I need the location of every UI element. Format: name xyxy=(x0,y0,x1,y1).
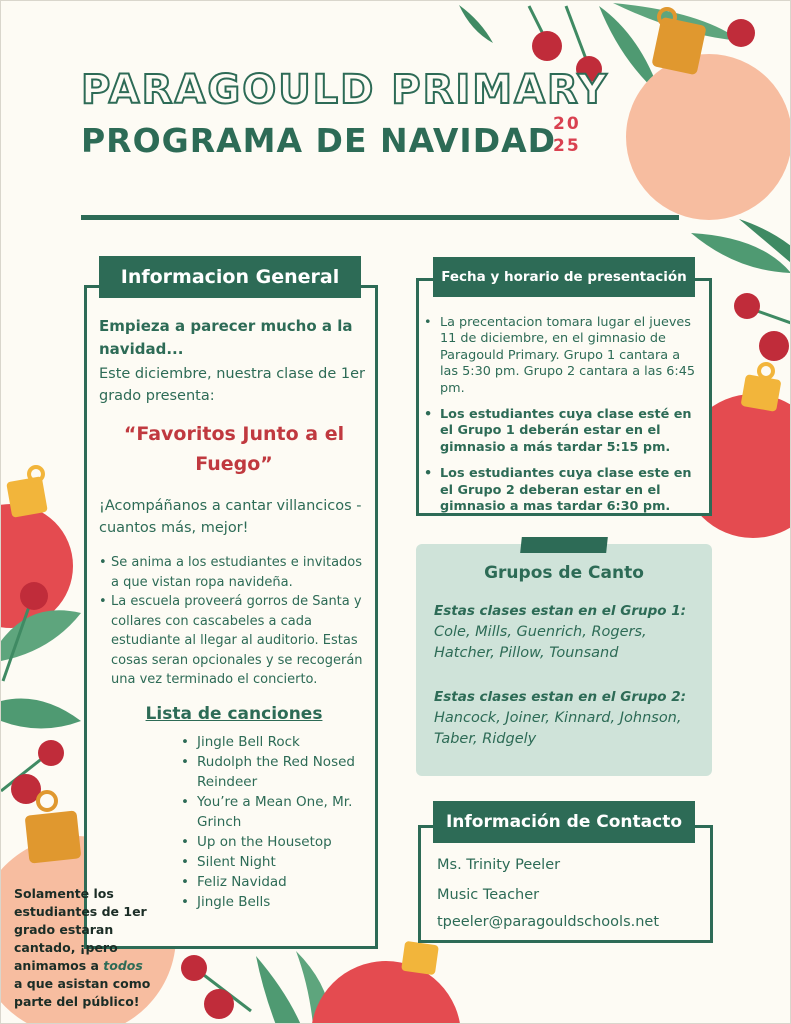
note-text-end: a que asistan como parte del público! xyxy=(14,976,151,1009)
groups-heading: Grupos de Canto xyxy=(484,563,644,583)
ornament-cap-icon xyxy=(740,374,781,412)
group-1-members: Cole, Mills, Guenrich, Rogers, Hatcher, Pillow, Tounsand xyxy=(434,624,647,661)
schedule-list xyxy=(424,315,702,515)
leaf-icon xyxy=(459,5,493,43)
berry-icon xyxy=(727,19,755,47)
song-item: • Jingle Bell Rock xyxy=(181,732,369,752)
ornament-loop-icon xyxy=(759,364,773,378)
join-text: ¡Acompáñanos a cantar villancicos - cuantos más, mejor! xyxy=(99,498,362,536)
song-item: • Up on the Housetop xyxy=(181,832,369,852)
song-item: • You’re a Mean One, Mr. Grinch xyxy=(181,792,369,832)
note-emphasis: todos xyxy=(103,958,143,973)
year-top: 20 xyxy=(553,114,581,134)
group-1 xyxy=(434,601,704,664)
berry-icon xyxy=(20,582,48,610)
contact-name: Ms. Trinity Peeler xyxy=(437,857,561,873)
group-1-heading: Estas clases estan en el Grupo 1: xyxy=(434,603,687,619)
list-item: • Se anima a los estudiantes e invitados a que vistan ropa navideña. xyxy=(99,553,369,592)
songs-heading: Lista de canciones xyxy=(145,703,323,724)
song-item: • Rudolph the Red Nosed Reindeer xyxy=(181,752,369,792)
schedule-heading: Fecha y horario de presentación xyxy=(433,257,695,297)
contact-email[interactable]: tpeeler@paragouldschools.net xyxy=(437,914,660,930)
audience-note xyxy=(14,885,154,1011)
berry-icon xyxy=(204,989,234,1019)
tape-decoration xyxy=(520,537,608,553)
ornament-cap-icon xyxy=(25,810,82,863)
song-item: • Jingle Bells xyxy=(181,892,369,912)
list-item: • La escuela proveerá gorros de Santa y collares con cascabeles a cada estudiante al llegar al auditorio. Estas cosas seran opcionales y se recogerán una vez terminado el concierto. xyxy=(99,592,369,690)
berry-icon xyxy=(734,293,760,319)
song-item: • Silent Night xyxy=(181,852,369,872)
leaf-icon xyxy=(1,699,81,729)
intro-text: Este diciembre, nuestra clase de 1er grado presenta: xyxy=(99,366,366,404)
group-2-heading: Estas clases estan en el Grupo 2: xyxy=(434,689,687,705)
ornament-icon xyxy=(626,54,791,220)
group-2-members: Hancock, Joiner, Kinnard, Johnson, Taber, Ridgely xyxy=(434,710,682,747)
ornament-icon xyxy=(311,961,461,1024)
ornament-loop-icon xyxy=(38,792,56,810)
song-list xyxy=(181,732,369,912)
berry-icon xyxy=(532,31,562,61)
general-info-content xyxy=(99,315,369,912)
year-bottom: 25 xyxy=(553,136,581,156)
group-2 xyxy=(434,687,704,750)
list-item: • La precentacion tomara lugar el jueves 11 de diciembre, en el gimnasio de Paragould Primary. Grupo 1 cantara a las 5:30 pm. Grupo 2 cantara a las 6:45 pm. xyxy=(424,315,702,397)
list-item: • Los estudiantes cuya clase esté en el Grupo 1 deberán estar en el gimnasio a más tardar 5:15 pm. xyxy=(424,407,702,456)
contact-heading: Información de Contacto xyxy=(433,801,695,843)
note-text-start: Solamente los estudiantes de 1er grado estaran cantado, ¡pero animamos a xyxy=(14,886,147,973)
contact-role: Music Teacher xyxy=(437,887,540,903)
leaf-icon xyxy=(256,956,301,1024)
title-divider xyxy=(81,215,679,220)
list-item: • Los estudiantes cuya clase este en el Grupo 2 deberan estar en el gimnasio a mas tardar 6:30 pm. xyxy=(424,466,702,515)
berry-icon xyxy=(759,331,789,361)
school-title: PARAGOULD PRIMARY xyxy=(81,67,609,113)
berry-icon xyxy=(181,955,207,981)
song-item: • Feliz Navidad xyxy=(181,872,369,892)
show-title: “Favoritos Junto a el Fuego” xyxy=(123,423,345,475)
berry-icon xyxy=(38,740,64,766)
lead-text: Empieza a parecer mucho a la navidad... xyxy=(99,317,353,358)
schedule-content xyxy=(424,315,702,525)
ornament-cap-icon xyxy=(401,941,439,975)
info-bullets xyxy=(99,553,369,690)
ornament-cap-icon xyxy=(6,476,48,518)
general-info-heading: Informacion General xyxy=(99,256,361,298)
program-title: PROGRAMA DE NAVIDAD xyxy=(81,121,557,160)
year-label xyxy=(553,113,581,157)
